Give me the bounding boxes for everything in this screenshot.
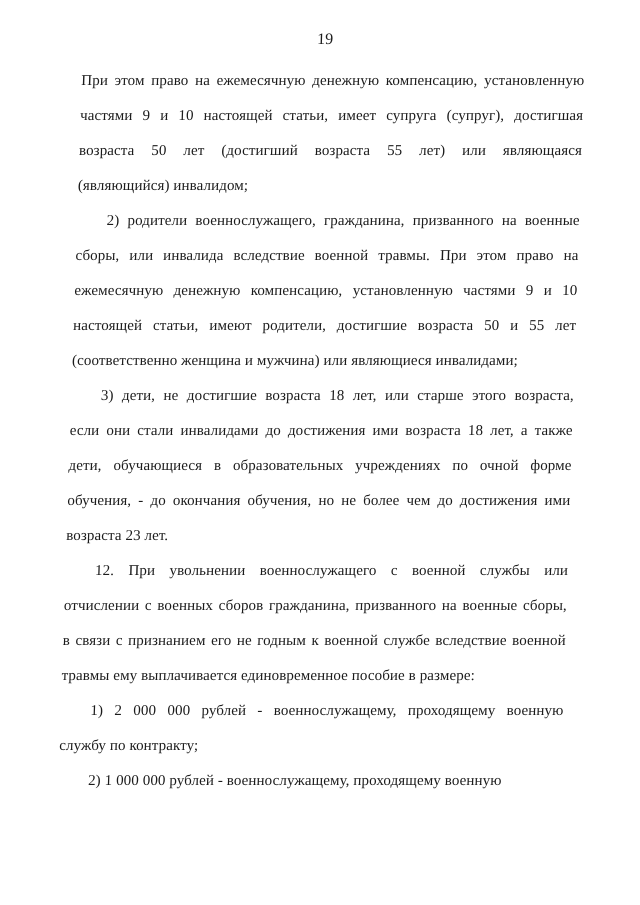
paragraph	[57, 764, 561, 799]
page-content	[57, 0, 587, 799]
text-line: в связи с признанием его не годным к военной службе вследствие военной	[62, 633, 567, 649]
paragraph	[77, 64, 585, 204]
text-line: ежемесячную денежную компенсацию, установленную частями 9 и 10	[74, 283, 578, 299]
text-line: 1) 2 000 000 рублей - военнослужащему, проходящему военную	[90, 703, 564, 719]
paragraph	[59, 694, 564, 764]
text-line: (соответственно женщина и мужчина) или являющиеся инвалидами;	[71, 353, 519, 369]
text-line: (являющийся) инвалидом;	[77, 178, 249, 194]
text-line: если они стали инвалидами до достижения ими возраста 18 лет, а также	[69, 423, 573, 439]
text-line: частями 9 и 10 настоящей статьи, имеет супруга (супруг), достигшая	[79, 108, 584, 124]
text-line: травмы ему выплачивается единовременное пособие в размере:	[61, 668, 476, 684]
text-line: службу по контракту;	[58, 738, 199, 754]
text-line: дети, обучающиеся в образовательных учреждениях по очной форме	[68, 458, 572, 474]
text-line: При этом право на ежемесячную денежную компенсацию, установленную	[81, 73, 585, 89]
text-line: 3) дети, не достигшие возраста 18 лет, или старше этого возраста,	[100, 388, 575, 404]
text-line: 2) родители военнослужащего, гражданина, призванного на военные	[106, 213, 580, 229]
text-line: 12. При увольнении военнослужащего с военной службы или	[94, 563, 569, 579]
text-line: 2) 1 000 000 рублей - военнослужащему, проходящему военную	[87, 773, 502, 789]
text-line: возраста 50 лет (достигший возраста 55 лет) или являющаяся	[78, 143, 583, 159]
document-body	[57, 0, 587, 799]
text-line: сборы, или инвалида вследствие военной травмы. При этом право на	[75, 248, 579, 264]
text-line: настоящей статьи, имеют родители, достигшие возраста 50 и 55 лет	[72, 318, 577, 334]
text-line: возраста 23 лет.	[65, 528, 169, 544]
text-line: отчислении с военных сборов гражданина, призванного на военные сборы,	[63, 598, 568, 614]
paragraph	[61, 554, 569, 694]
paragraph	[66, 379, 575, 554]
text-line: обучения, - до окончания обучения, но не более чем до достижения ими	[67, 493, 571, 509]
paragraph	[71, 204, 580, 379]
page-number: 19	[316, 31, 334, 48]
